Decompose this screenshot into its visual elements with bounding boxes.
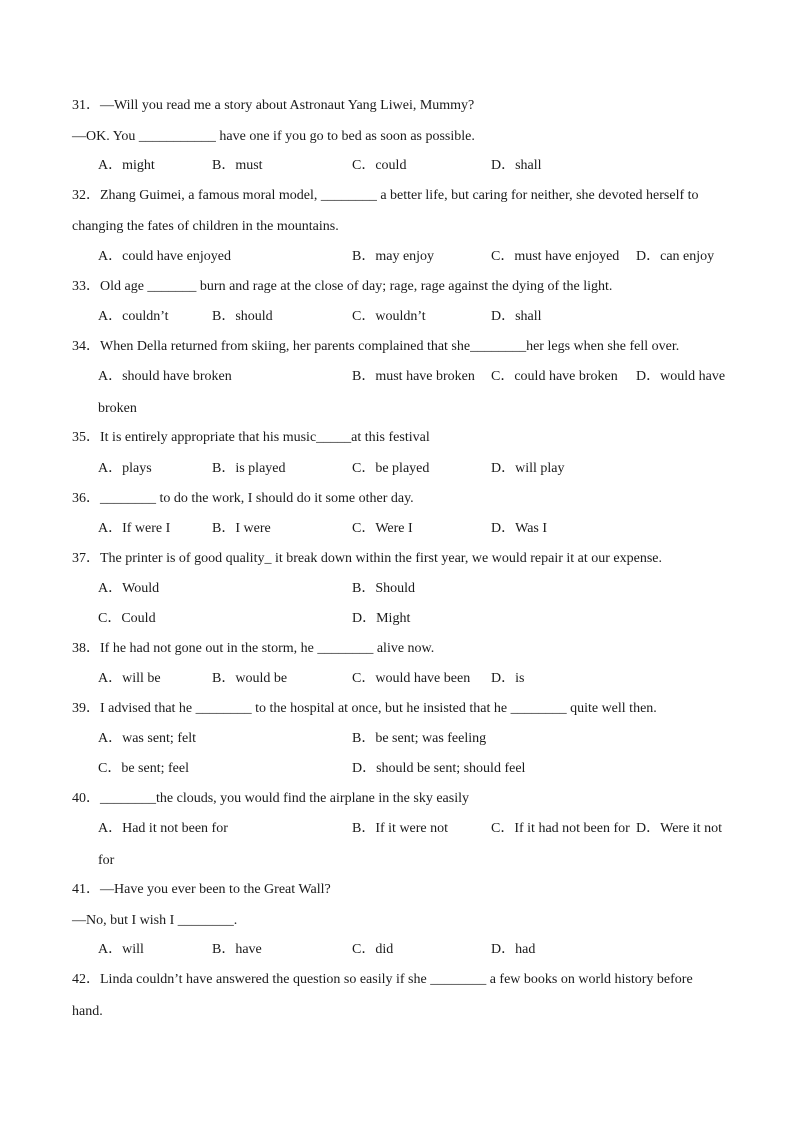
question-40-stem: 40．________the clouds, you would find the airplane in the sky easily [72,791,469,806]
question-38-stem: 38．If he had not gone out in the storm, he ________ alive now. [72,641,435,656]
question-38-option-b: B．would be [212,671,288,686]
question-39-option-c: C．be sent; feel [98,761,189,776]
question-39-stem: 39．I advised that he ________ to the hospital at once, but he insisted that he ________ quite well then. [72,701,657,716]
question-34-option-b: B．must have broken [352,369,475,384]
question-37-stem: 37．The printer is of good quality_ it break down within the first year, we would repair it at our expense. [72,551,663,566]
question-41-stem-line-2: —No, but I wish I ________. [72,913,238,928]
question-36-option-c: C．Were I [352,521,413,536]
question-34-option-d: D．would have [636,369,726,384]
question-40-option-d: D．Were it not [636,821,722,836]
question-34-option-a: A．should have broken [98,369,232,384]
question-37-option-d: D．Might [352,611,411,626]
question-35-option-c: C．be played [352,461,430,476]
question-42-stem: 42．Linda couldn’t have answered the question so easily if she ________ a few books on world history before [72,972,693,987]
question-32-option-d: D．can enjoy [636,249,715,264]
question-33-option-c: C．wouldn’t [352,309,426,324]
question-39-option-d: D．should be sent; should feel [352,761,526,776]
question-31-option-a: A．might [98,158,155,173]
question-35-stem: 35．It is entirely appropriate that his music_____at this festival [72,430,430,445]
question-40-option-d-wrap: for [98,853,115,868]
question-35-option-b: B．is played [212,461,286,476]
question-32-option-c: C．must have enjoyed [491,249,620,264]
question-41-stem: 41．—Have you ever been to the Great Wall? [72,882,331,897]
question-31-stem-line-2: —OK. You ___________ have one if you go to bed as soon as possible. [72,129,475,144]
question-32-option-b: B．may enjoy [352,249,435,264]
question-41-option-d: D．had [491,942,536,957]
question-34-option-c: C．could have broken [491,369,618,384]
question-38-option-a: A．will be [98,671,161,686]
question-31-option-d: D．shall [491,158,542,173]
question-41-option-c: C．did [352,942,394,957]
question-37-option-c: C．Could [98,611,156,626]
question-40-option-a: A．Had it not been for [98,821,228,836]
question-33-option-d: D．shall [491,309,542,324]
question-32-option-a: A．could have enjoyed [98,249,231,264]
question-38-option-c: C．would have been [352,671,471,686]
question-36-option-b: B．I were [212,521,271,536]
question-35-option-d: D．will play [491,461,565,476]
question-35-option-a: A．plays [98,461,152,476]
question-34-option-d-wrap: broken [98,401,137,416]
question-36-option-d: D．Was I [491,521,548,536]
question-41-option-a: A．will [98,942,144,957]
question-33-option-a: A．couldn’t [98,309,169,324]
question-32-stem-line-2: changing the fates of children in the mountains. [72,219,339,234]
question-38-option-d: D．is [491,671,525,686]
question-36-option-a: A．If were I [98,521,171,536]
question-31-option-c: C．could [352,158,407,173]
question-40-option-c: C．If it had not been for [491,821,630,836]
question-40-option-b: B．If it were not [352,821,449,836]
question-33-stem: 33．Old age _______ burn and rage at the close of day; rage, rage against the dying of the light. [72,279,613,294]
question-37-option-b: B．Should [352,581,416,596]
question-34-stem: 34．When Della returned from skiing, her parents complained that she________her legs when she fell over. [72,339,680,354]
question-33-option-b: B．should [212,309,273,324]
question-31-option-b: B．must [212,158,263,173]
question-32-stem: 32．Zhang Guimei, a famous moral model, ________ a better life, but caring for neither, she devoted herself to [72,188,699,203]
question-36-stem: 36．________ to do the work, I should do it some other day. [72,491,414,506]
question-37-option-a: A．Would [98,581,160,596]
question-39-option-a: A．was sent; felt [98,731,196,746]
question-31-stem: 31．—Will you read me a story about Astronaut Yang Liwei, Mummy? [72,98,475,113]
question-39-option-b: B．be sent; was feeling [352,731,487,746]
question-42-stem-line-2: hand. [72,1004,103,1019]
question-41-option-b: B．have [212,942,262,957]
